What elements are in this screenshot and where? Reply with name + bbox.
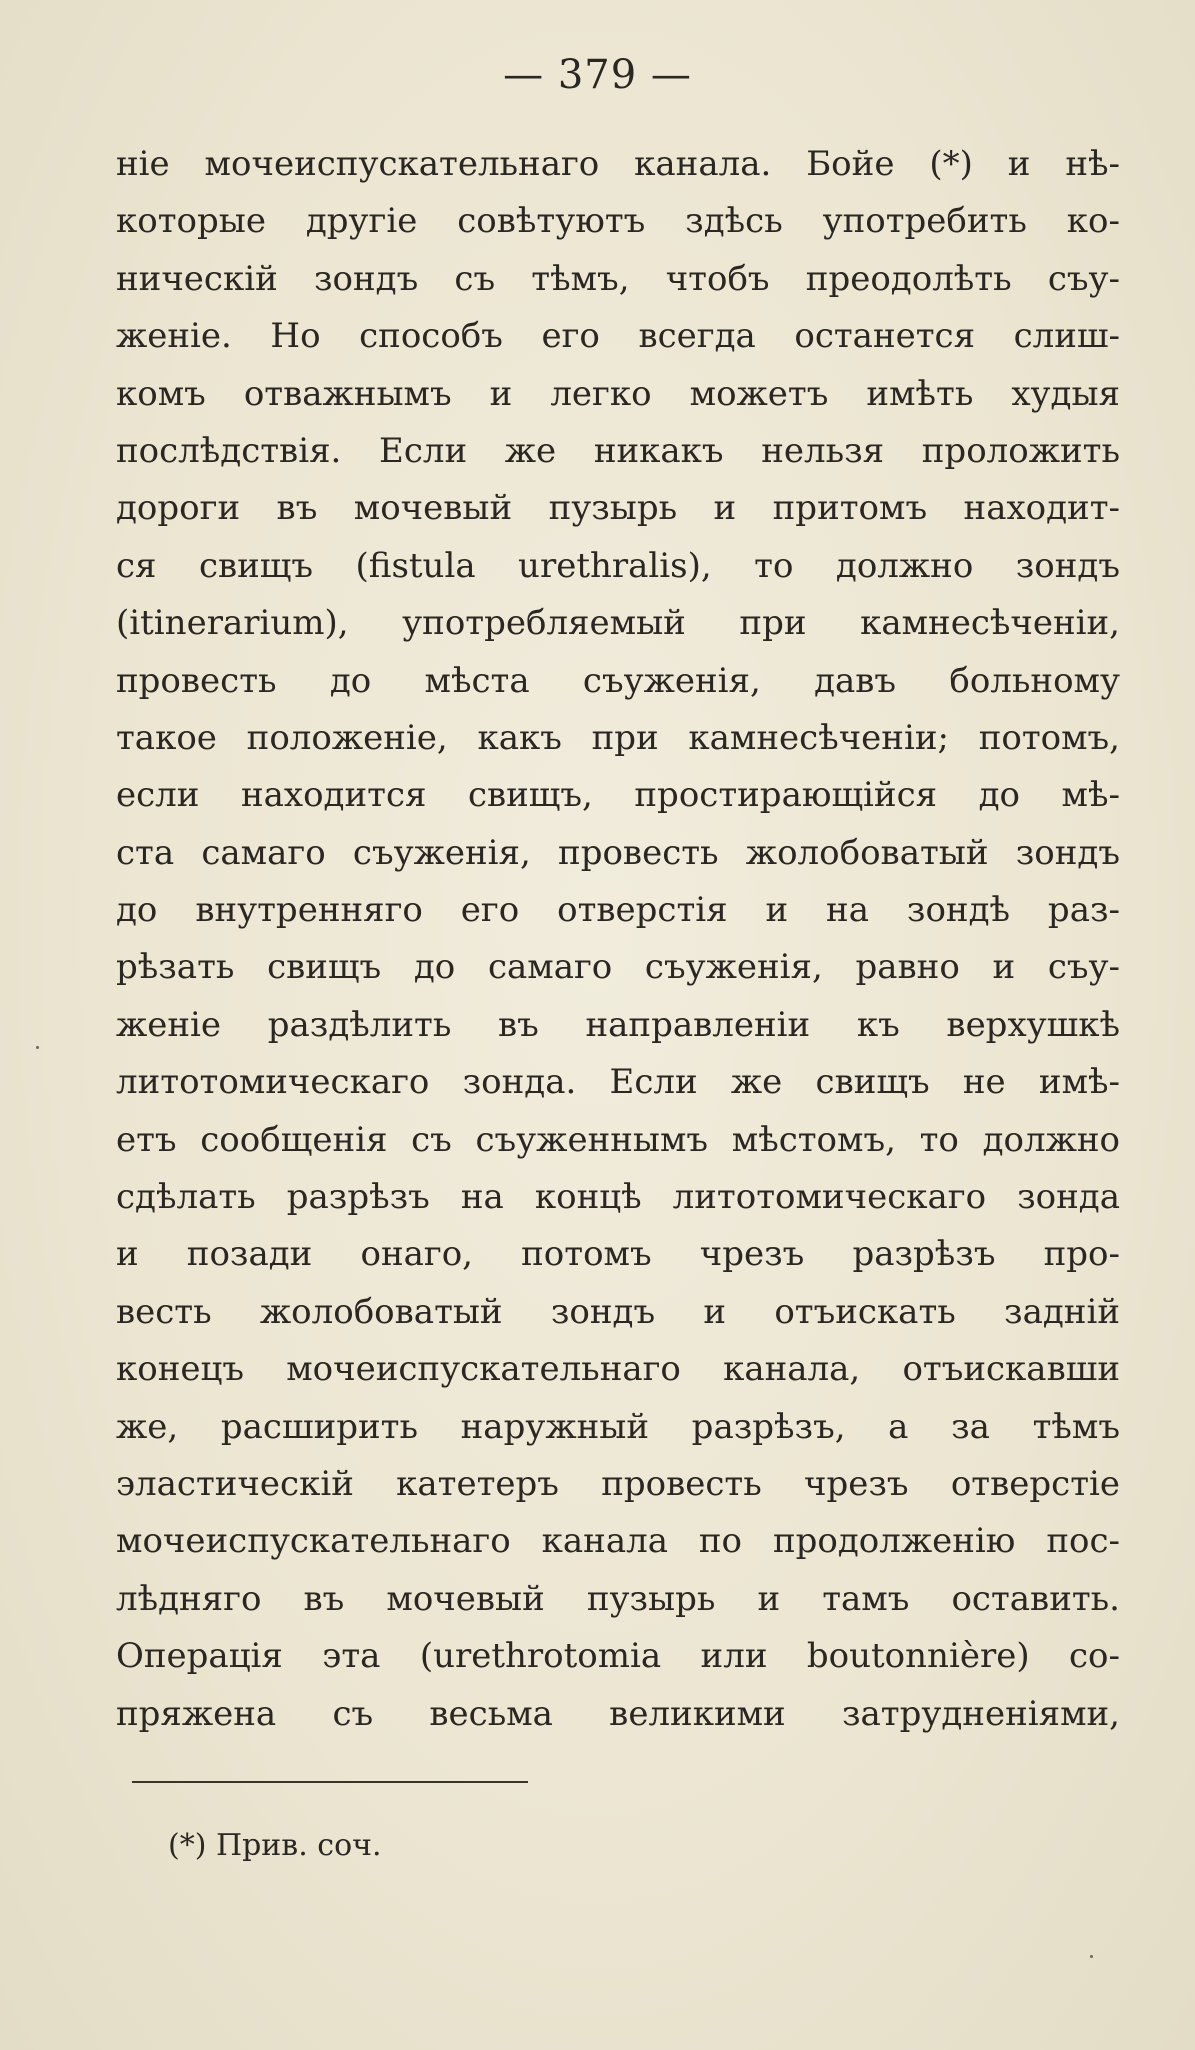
text-line: же, расширить наружный разрѣзъ, а за тѣмъ — [116, 1406, 1120, 1447]
footnote: (*) Прив. соч. — [168, 1828, 382, 1863]
text-line: ническій зондъ съ тѣмъ, чтобъ преодолѣть съу- — [116, 258, 1120, 299]
text-line: которые другіе совѣтуютъ здѣсь употребить ко- — [116, 201, 1120, 242]
text-line: женіе раздѣлить въ направленіи къ верхушкѣ — [116, 1004, 1120, 1045]
text-line: эластическій катетеръ провесть чрезъ отверстіе — [116, 1463, 1120, 1504]
text-line: ста самаго съуженія, провесть жолобоватый зондъ — [116, 832, 1120, 873]
body-text — [116, 136, 1120, 1743]
text-line: женіе. Но способъ его всегда останется слиш- — [116, 316, 1120, 357]
text-line: ніе мочеиспускательнаго канала. Бойе (*) и нѣ- — [116, 144, 1120, 184]
text-line: дороги въ мочевый пузырь и притомъ находит- — [116, 488, 1120, 529]
text-line: до внутренняго его отверстія и на зондѣ раз- — [116, 890, 1120, 931]
text-line: мочеиспускательнаго канала по продолженію пос- — [116, 1521, 1120, 1562]
footnote-divider — [132, 1781, 528, 1783]
text-line: сдѣлать разрѣзъ на концѣ литотомическаго зонда — [116, 1177, 1120, 1218]
text-line: провесть до мѣста съуженія, давъ больному — [116, 660, 1120, 701]
paper-speck — [36, 1046, 39, 1049]
text-line: Операція эта (urethrotomia или boutonnière) со- — [116, 1636, 1120, 1677]
text-line: лѣдняго въ мочевый пузырь и тамъ оставить. — [116, 1578, 1120, 1619]
text-line: етъ сообщенія съ съуженнымъ мѣстомъ, то должно — [116, 1119, 1120, 1160]
text-line: литотомическаго зонда. Если же свищъ не имѣ- — [116, 1062, 1120, 1103]
text-line: послѣдствія. Если же никакъ нельзя проложить — [116, 430, 1120, 471]
text-line: ся свищъ (fistula urethralis), то должно зондъ — [116, 545, 1120, 586]
page-number: — 379 — — [503, 52, 692, 98]
text-line: конецъ мочеиспускательнаго канала, отъискавши — [116, 1349, 1120, 1390]
text-line: такое положеніе, какъ при камнесѣченіи; потомъ, — [116, 717, 1120, 758]
text-line: пряжена съ весьма великими затрудненіями, — [116, 1693, 1120, 1734]
text-line: рѣзать свищъ до самаго съуженія, равно и съу- — [116, 947, 1120, 988]
text-line: (itinerarium), употребляемый при камнесѣченіи, — [116, 603, 1120, 644]
paper-speck — [1090, 1955, 1093, 1958]
text-line: и позади онаго, потомъ чрезъ разрѣзъ про- — [116, 1234, 1120, 1275]
text-line: весть жолобоватый зондъ и отъискать задній — [116, 1291, 1120, 1332]
text-line: если находится свищъ, простирающійся до мѣ- — [116, 775, 1120, 816]
text-line: комъ отважнымъ и легко можетъ имѣть худыя — [116, 373, 1120, 414]
